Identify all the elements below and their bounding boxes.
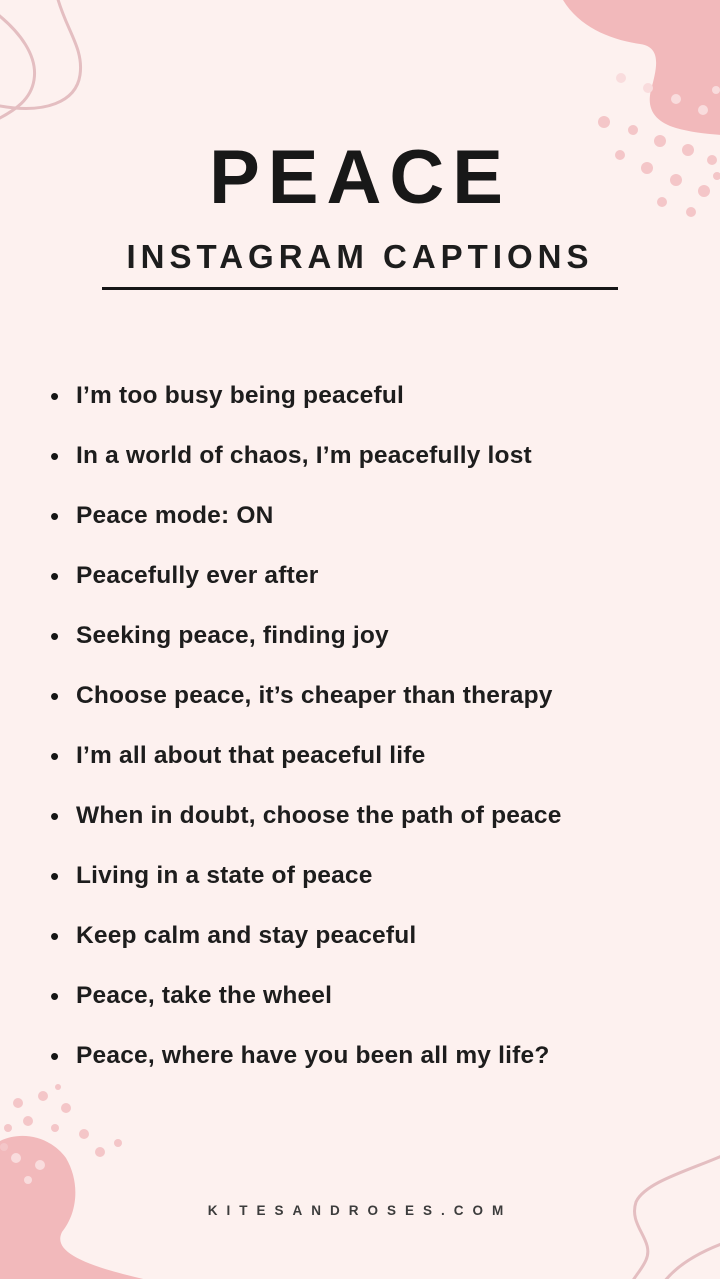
caption-text: Peace, where have you been all my life? — [76, 1042, 550, 1069]
bullet-dot: • — [50, 621, 60, 651]
caption-text: Peace, take the wheel — [76, 982, 333, 1009]
caption-text: Choose peace, it’s cheaper than therapy — [76, 682, 553, 709]
bullet-dot: • — [50, 981, 60, 1011]
caption-item — [50, 443, 692, 469]
bullet-dot: • — [50, 921, 60, 951]
bullet-dot: • — [50, 681, 60, 711]
caption-text: I’m all about that peaceful life — [76, 742, 426, 769]
bullet-dot: • — [50, 441, 60, 471]
caption-text: I’m too busy being peaceful — [76, 382, 405, 409]
caption-item — [50, 383, 692, 409]
subtitle-underline — [102, 287, 618, 290]
bullet-dot: • — [50, 741, 60, 771]
footer-website: KITESANDROSES.COM — [207, 1203, 513, 1218]
header — [0, 135, 720, 290]
caption-text: Living in a state of peace — [76, 862, 373, 889]
caption-item — [50, 683, 692, 709]
caption-item — [50, 743, 692, 769]
caption-text: Seeking peace, finding joy — [76, 622, 389, 649]
bullet-dot: • — [50, 861, 60, 891]
caption-item — [50, 803, 692, 829]
caption-item — [50, 863, 692, 889]
squiggle-top-left — [0, 0, 81, 120]
bullet-dot: • — [50, 381, 60, 411]
caption-item — [50, 983, 692, 1009]
captions-list — [50, 383, 692, 1103]
bullet-dot: • — [50, 1041, 60, 1071]
caption-item — [50, 623, 692, 649]
caption-item — [50, 563, 692, 589]
page-subtitle: INSTAGRAM CAPTIONS — [126, 238, 594, 275]
page-title: PEACE — [209, 135, 511, 220]
blob-top-right — [563, 0, 720, 135]
caption-text: Peacefully ever after — [76, 562, 319, 589]
caption-text: Peace mode: ON — [76, 502, 274, 529]
bullet-dot: • — [50, 801, 60, 831]
caption-item — [50, 503, 692, 529]
caption-text: Keep calm and stay peaceful — [76, 922, 417, 949]
bullet-dot: • — [50, 501, 60, 531]
caption-item — [50, 1043, 692, 1069]
caption-text: When in doubt, choose the path of peace — [76, 802, 562, 829]
caption-item — [50, 923, 692, 949]
bullet-dot: • — [50, 561, 60, 591]
caption-text: In a world of chaos, I’m peacefully lost — [76, 442, 532, 469]
